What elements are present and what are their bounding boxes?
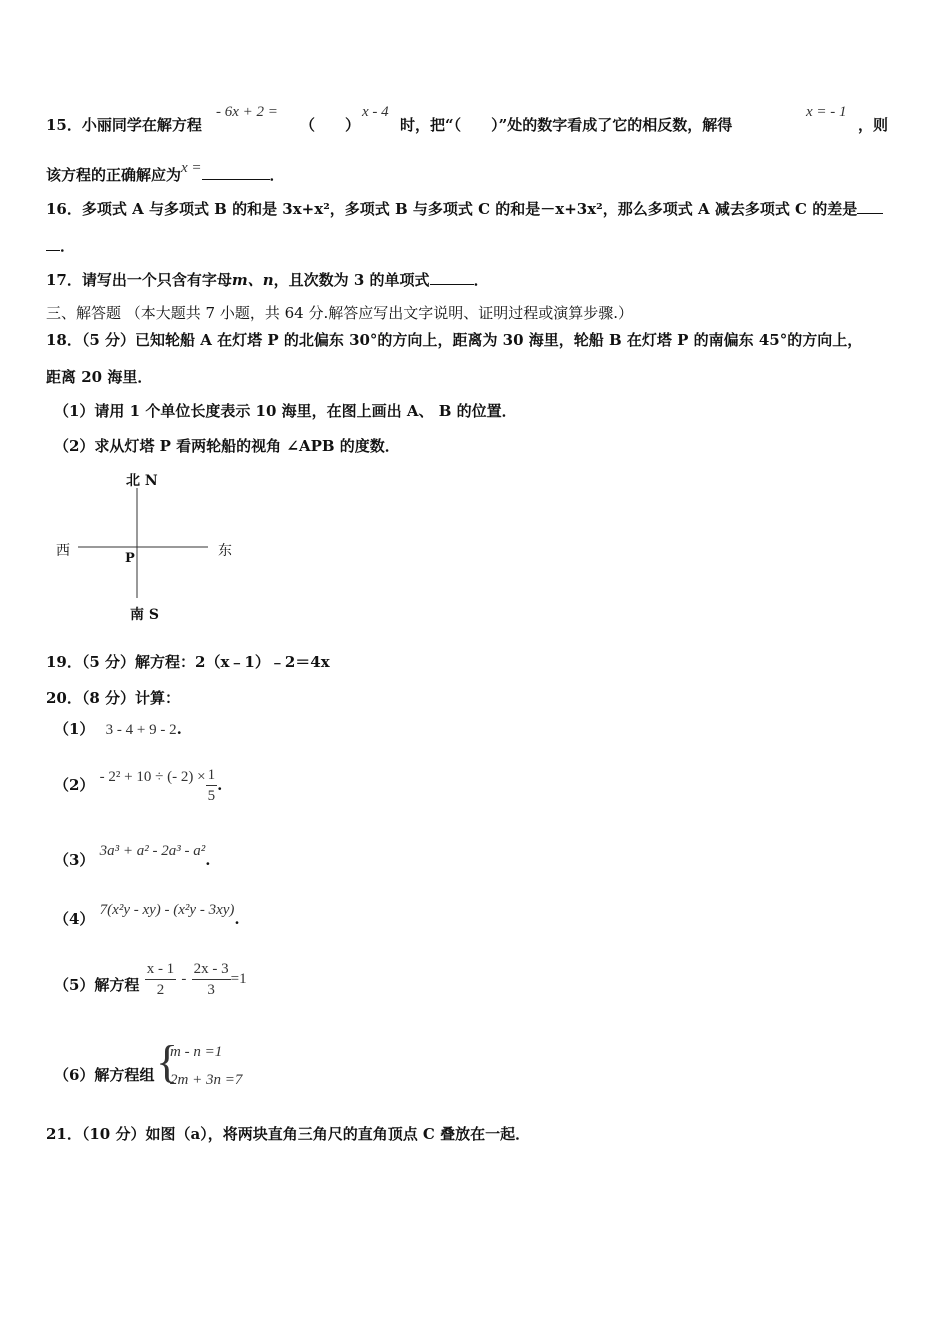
q20-item-2 [54,762,222,807]
q20-item-1-expr: 3 - 4 + 9 - 2 [105,722,177,738]
q20-item-2-frac-num: 1 [206,765,218,786]
q20-item-2-end: . [217,776,223,794]
q20-item-5-tag: （5）解方程 [54,976,140,994]
q18-sub1: （1）请用 1 个单位长度表示 10 海里，在图上画出 A、 B 的位置． [54,402,517,420]
q20-item-2-tag: （2） [54,776,95,794]
q15-text-b: 时，把“（ ）”处的数字看成了它的相反数，解得 [400,116,733,134]
compass-diagram [50,468,250,626]
compass-north-label: 北 N [126,473,158,489]
q17-end: ． [473,271,489,289]
q20-item-4 [54,902,240,930]
q16-end: ． [60,237,76,255]
q15-line2 [46,160,285,186]
q20-item-1-tag: （1） [54,720,95,738]
q15-text-c: ，则 [858,116,889,134]
q20-line: 20．（8 分）计算： [46,689,181,707]
q20-item-3-tag: （3） [54,851,95,869]
q17-vars: m、n [231,271,274,289]
q20-item-3 [54,843,211,871]
q20-item-4-expr: 7(x²y - xy) - (x²y - 3xy) [99,902,235,918]
q15-line2-end: ． [269,166,285,184]
q15-line1 [46,115,202,135]
q17-text-b: ，且次数为 3 的单项式 [273,271,430,289]
q18-sub2: （2）求从灯塔 P 看两轮船的视角 ∠APB 的度数． [54,437,400,455]
q16-line2 [46,236,75,256]
q20-item-3-expr: 3a³ + a² - 2a³ - a² [99,843,206,859]
q21-line: 21．（10 分）如图（a），将两块直角三角尺的直角顶点 C 叠放在一起． [46,1125,531,1143]
q20-item-5-f2-den: 3 [207,981,215,998]
q20-item-5-minus: - [181,971,187,987]
q20-item-1 [54,719,182,740]
q20-item-5-f1-den: 2 [156,981,165,998]
q20-item-2-frac-den: 5 [207,787,216,804]
q20-item-5-f2-num: 2x - 3 [192,959,231,980]
q16-answer-blank-a[interactable] [857,199,883,214]
section3-heading: 三、解答题 （本大题共 7 小题，共 64 分.解答应写出文字说明、证明过程或演算步骤.） [46,304,634,322]
q20-item-5 [54,956,247,1001]
compass-west-label: 西 [56,543,70,559]
q17-answer-blank[interactable] [430,270,474,285]
q15-line2-var: x = [181,160,202,176]
q18-line1: 18．（5 分）已知轮船 A 在灯塔 P 的北偏东 30°的方向上，距离为 30 海里，轮船 B 在灯塔 P 的南偏东 45°的方向上， [46,331,863,349]
compass-center-label: P [125,551,135,566]
q20-item-5-f1-num: x - 1 [145,959,177,980]
q15-line2-text: 该方程的正确解应为 [46,166,182,184]
q17-text-a: 17．请写出一个只含有字母 [46,271,232,289]
q18-line2: 距离 20 海里． [46,368,153,386]
q20-item-5-rhs: =1 [230,971,247,987]
compass-east-label: 东 [218,543,232,559]
q20-item-6-tag: （6）解方程组 [54,1066,155,1084]
q20-item-1-end: . [176,720,182,738]
q20-item-5-fraction-1 [145,959,177,1000]
q20-item-2-expr: - 2² + 10 ÷ (- 2) × [99,769,206,785]
q19-line: 19．（5 分）解方程：2（x﹣1）﹣2＝4x [46,653,330,671]
q15-paren: （ ） [300,116,361,134]
q20-item-2-fraction [206,765,218,806]
q15-text-a: 小丽同学在解方程 [81,116,202,134]
q15-answer-blank[interactable] [202,165,270,180]
q20-item-4-tag: （4） [54,910,95,928]
q20-item-6-eq2: 2m + 3n =7 [170,1072,243,1088]
q20-item-6-eq1: m - n =1 [170,1044,223,1060]
q15-equation-right: x - 4 [362,104,389,120]
q15-solution: x = - 1 [806,104,847,120]
q15-number: 15． [46,116,82,134]
q20-item-4-end: . [234,910,240,928]
q17-line [46,270,489,290]
q16-line1 [46,199,883,219]
q20-item-5-fraction-2 [192,959,231,1000]
q20-item-6-brace: { [156,1036,179,1087]
q20-item-3-end: . [205,851,211,869]
q16-text: 16．多项式 A 与多项式 B 的和是 3x+x²，多项式 B 与多项式 C 的和是－x+3x²，那么多项式 A 减去多项式 C 的差是 [46,200,858,218]
q15-equation-left: - 6x + 2 = [216,104,278,120]
q16-answer-blank-b[interactable] [46,236,60,251]
compass-south-label: 南 S [130,607,159,623]
